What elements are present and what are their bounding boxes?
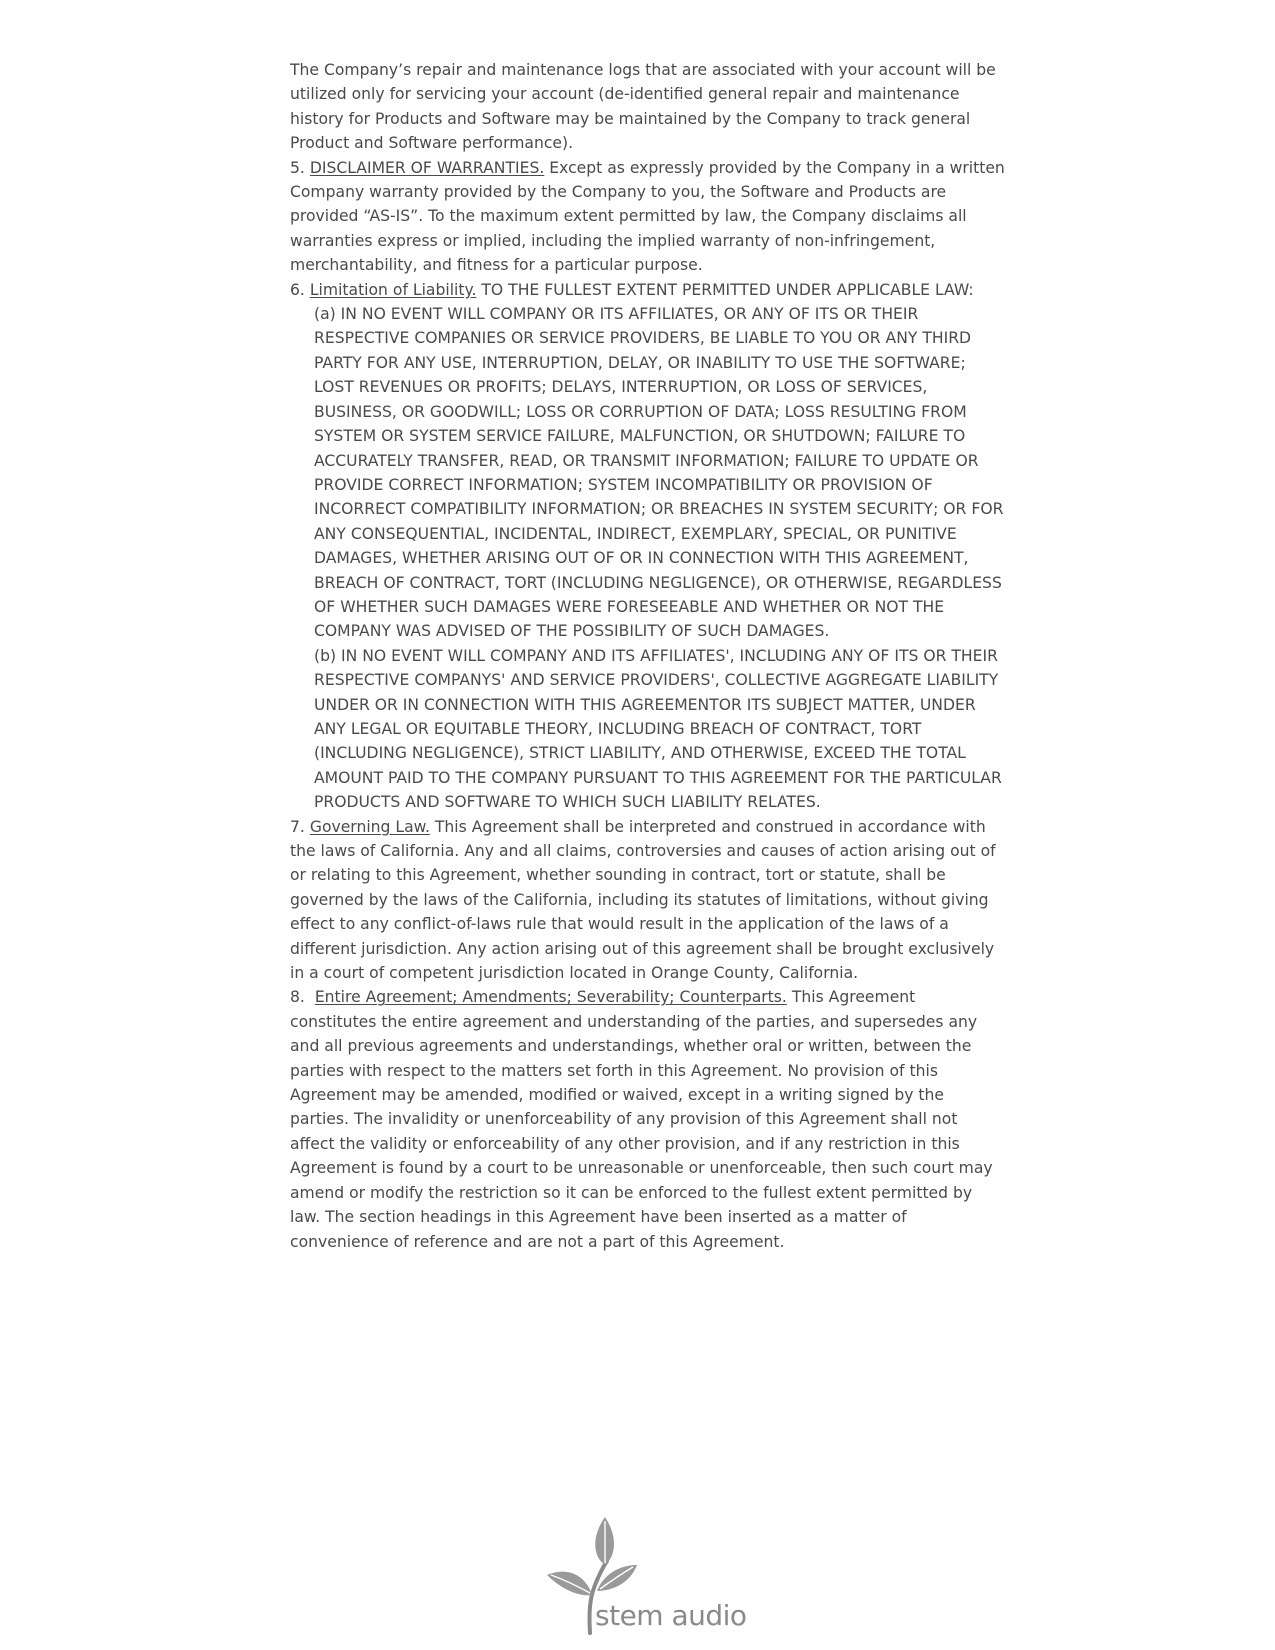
document-body [290,58,1005,1254]
section-heading: Entire Agreement; Amendments; Severability; Counterparts. [314,988,787,1007]
section-heading: Limitation of Liability. [309,280,477,299]
section-8 [290,985,1005,1253]
section-6 [290,278,1005,302]
section-5 [290,156,1005,278]
section-body: TO THE FULLEST EXTENT PERMITTED UNDER APPLICABLE LAW: [481,280,974,299]
section-heading: Governing Law. [309,817,430,836]
section-body: This Agreement shall be interpreted and construed in accordance with the laws of California. Any and all claims, controversies and causes of action arising out of or relating to this Agreement, whether sounding in contract, tort or statute, shall be governed by the laws of the California, including its statutes of limitations, without giving effect to any conflict-of-laws rule that would result in the application of the laws of a different jurisdiction. Any action arising out of this agreement shall be brought exclusively in a court of competent jurisdiction located in Orange County, California. [290,817,996,983]
section-number: 6. [290,280,305,299]
section-number: 8. [290,988,305,1007]
section-number: 5. [290,158,305,177]
footer-logo [545,1515,745,1635]
intro-paragraph: The Company’s repair and maintenance logs that are associated with your account will be utilized only for servicing your account (de-identified general repair and maintenance history for Products and Software may be maintained by the Company to track general Product and Software performance). [290,61,996,153]
section-6-clause-a: (a) IN NO EVENT WILL COMPANY OR ITS AFFILIATES, OR ANY OF ITS OR THEIR RESPECTIVE COMPANIES OR SERVICE PROVIDERS, BE LIABLE TO YOU OR ANY THIRD PARTY FOR ANY USE, INTERRUPTION, DELAY, OR INABILITY TO USE THE SOFTWARE; LOST REVENUES OR PROFITS; DELAYS, INTERRUPTION, OR LOSS OF SERVICES, BUSINESS, OR GOODWILL; LOSS OR CORRUPTION OF DATA; LOSS RESULTING FROM SYSTEM OR SYSTEM SERVICE FAILURE, MALFUNCTION, OR SHUTDOWN; FAILURE TO ACCURATELY TRANSFER, READ, OR TRANSMIT INFORMATION; FAILURE TO UPDATE OR PROVIDE CORRECT INFORMATION; SYSTEM INCOMPATIBILITY OR PROVISION OF INCORRECT COMPATIBILITY INFORMATION; OR BREACHES IN SYSTEM SECURITY; OR FOR ANY CONSEQUENTIAL, INCIDENTAL, INDIRECT, EXEMPLARY, SPECIAL, OR PUNITIVE DAMAGES, WHETHER ARISING OUT OF OR IN CONNECTION WITH THIS AGREEMENT, BREACH OF CONTRACT, TORT (INCLUDING NEGLIGENCE), OR OTHERWISE, REGARDLESS OF WHETHER SUCH DAMAGES WERE FORESEEABLE AND WHETHER OR NOT THE COMPANY WAS ADVISED OF THE POSSIBILITY OF SUCH DAMAGES. [314,305,1004,641]
section-heading: DISCLAIMER OF WARRANTIES. [309,158,545,177]
section-body: Except as expressly provided by the Company in a written Company warranty provided by the Company to you, the Software and Products are provided “AS-IS”. To the maximum extent permitted by law, the Company disclaims all warranties express or implied, including the implied warranty of non-infringement, merchantability, and fitness for a particular purpose. [290,158,1005,275]
logo-wordmark: stem audio [595,1599,747,1632]
section-6-clause-b: (b) IN NO EVENT WILL COMPANY AND ITS AFFILIATES', INCLUDING ANY OF ITS OR THEIR RESPECTIVE COMPANYS' AND SERVICE PROVIDERS', COLLECTIVE AGGREGATE LIABILITY UNDER OR IN CONNECTION WITH THIS AGREEMENTOR ITS SUBJECT MATTER, UNDER ANY LEGAL OR EQUITABLE THEORY, INCLUDING BREACH OF CONTRACT, TORT (INCLUDING NEGLIGENCE), STRICT LIABILITY, AND OTHERWISE, EXCEED THE TOTAL AMOUNT PAID TO THE COMPANY PURSUANT TO THIS AGREEMENT FOR THE PARTICULAR PRODUCTS AND SOFTWARE TO WHICH SUCH LIABILITY RELATES. [314,646,1002,812]
section-7 [290,815,1005,986]
section-body: This Agreement constitutes the entire agreement and understanding of the parties, and supersedes any and all previous agreements and understandings, whether oral or written, between the parties with respect to the matters set forth in this Agreement. No provision of this Agreement may be amended, modified or waived, except in a writing signed by the parties. The invalidity or unenforceability of any provision of this Agreement shall not affect the validity or enforceability of any other provision, and if any restriction in this Agreement is found by a court to be unreasonable or unenforceable, then such court may amend or modify the restriction so it can be enforced to the fullest extent permitted by law. The section headings in this Agreement have been inserted as a matter of convenience of reference and are not a part of this Agreement. [290,988,993,1251]
section-number: 7. [290,817,305,836]
